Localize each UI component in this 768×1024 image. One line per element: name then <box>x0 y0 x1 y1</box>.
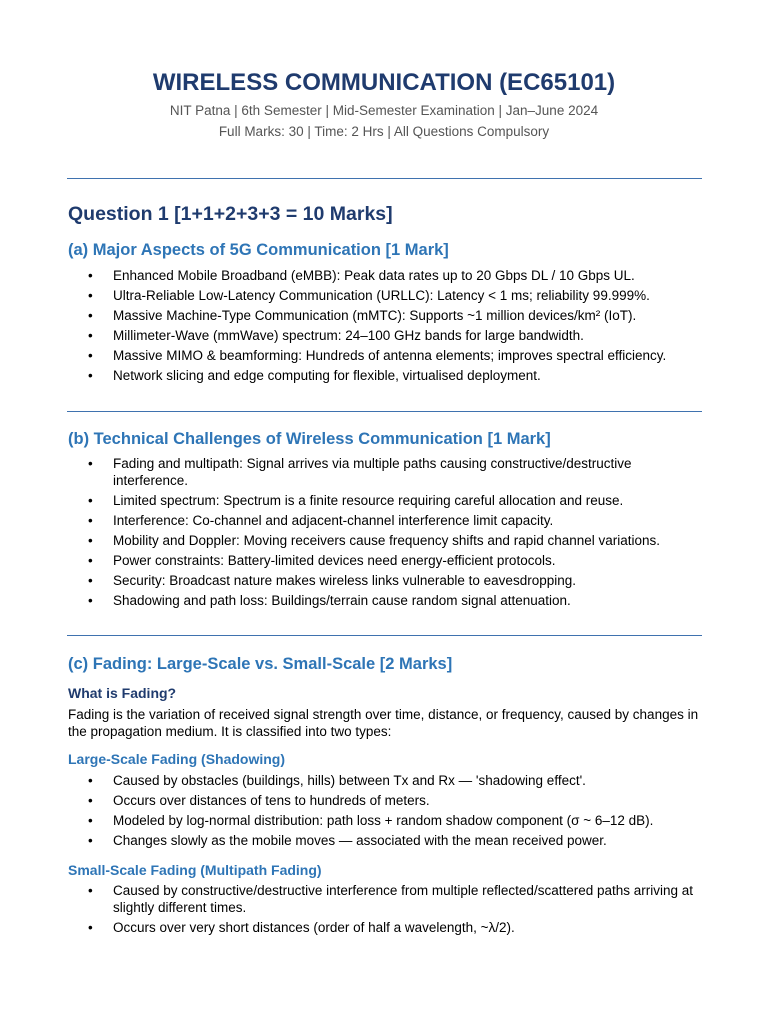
divider-part-b <box>67 635 702 636</box>
list-item-text: Network slicing and edge computing for flexible, virtualised deployment. <box>113 368 541 383</box>
list-item: • Changes slowly as the mobile moves — associated with the mean received power. <box>88 833 607 848</box>
part-b-bullet-list <box>68 456 708 613</box>
small-scale-fading-heading: Small-Scale Fading (Multipath Fading) <box>68 862 322 878</box>
document-subtitle-marks-info: Full Marks: 30 | Time: 2 Hrs | All Questions Compulsory <box>218 124 550 139</box>
list-item-text: Caused by constructive/destructive interference from multiple reflected/scattered paths arriving at slightly different times. <box>113 883 694 915</box>
list-item: • Modeled by log-normal distribution: path loss + random shadow component (σ ~ 6–12 dB). <box>88 813 654 828</box>
question-1-heading: Question 1 [1+1+2+3+3 = 10 Marks] <box>68 203 393 225</box>
list-item: • Interference: Co-channel and adjacent-channel interference limit capacity. <box>88 512 554 528</box>
list-item-text: Massive Machine-Type Communication (mMTC): Supports ~1 million devices/km² (IoT). <box>113 308 637 323</box>
list-item-text: Security: Broadcast nature makes wireless links vulnerable to eavesdropping. <box>113 572 576 588</box>
list-item: • Caused by obstacles (buildings, hills) between Tx and Rx — 'shadowing effect'. <box>88 773 586 788</box>
list-item-text: Massive MIMO & beamforming: Hundreds of antenna elements; improves spectral efficiency. <box>113 348 667 363</box>
list-item-text: Mobility and Doppler: Moving receivers cause frequency shifts and rapid channel variations. <box>113 532 661 548</box>
list-item: • Shadowing and path loss: Buildings/terrain cause random signal attenuation. <box>88 592 571 608</box>
list-item: • Limited spectrum: Spectrum is a finite resource requiring careful allocation and reuse. <box>88 492 624 508</box>
list-item: • Mobility and Doppler: Moving receivers cause frequency shifts and rapid channel variations. <box>88 532 661 548</box>
document-title: WIRELESS COMMUNICATION (EC65101) <box>152 69 616 96</box>
list-item: • Ultra-Reliable Low-Latency Communication (URLLC): Latency < 1 ms; reliability 99.999%. <box>88 288 650 303</box>
list-item: • Occurs over very short distances (order of half a wavelength, ~λ/2). <box>88 919 515 935</box>
list-item: • Occurs over distances of tens to hundreds of meters. <box>88 793 430 808</box>
list-item: • Power constraints: Battery-limited devices need energy-efficient protocols. <box>88 552 556 568</box>
list-item-text: Millimeter-Wave (mmWave) spectrum: 24–100 GHz bands for large bandwidth. <box>113 328 584 343</box>
list-item-text: Occurs over distances of tens to hundreds of meters. <box>113 793 430 808</box>
part-a-heading: (a) Major Aspects of 5G Communication [1 Mark] <box>68 241 449 259</box>
list-item-text: Limited spectrum: Spectrum is a finite resource requiring careful allocation and reuse. <box>113 492 624 508</box>
list-item-text: Interference: Co-channel and adjacent-channel interference limit capacity. <box>113 512 554 528</box>
fading-definition-paragraph: Fading is the variation of received signal strength over time, distance, or frequency, caused by changes in the propagation medium. It is classified into two types: <box>68 707 699 739</box>
list-item-text: Occurs over very short distances (order of half a wavelength, ~λ/2). <box>113 919 515 935</box>
what-is-fading-heading: What is Fading? <box>68 685 177 701</box>
list-item: • Massive MIMO & beamforming: Hundreds of antenna elements; improves spectral efficiency. <box>88 348 667 363</box>
list-item: • Massive Machine-Type Communication (mMTC): Supports ~1 million devices/km² (IoT). <box>88 308 637 323</box>
list-item-text: Shadowing and path loss: Buildings/terrain cause random signal attenuation. <box>113 592 571 608</box>
small-scale-bullet-list <box>68 883 708 940</box>
divider-header <box>67 178 702 179</box>
part-b-heading: (b) Technical Challenges of Wireless Communication [1 Mark] <box>68 430 551 448</box>
list-item-text: Enhanced Mobile Broadband (eMBB): Peak data rates up to 20 Gbps DL / 10 Gbps UL. <box>113 268 635 283</box>
list-item: • Enhanced Mobile Broadband (eMBB): Peak data rates up to 20 Gbps DL / 10 Gbps UL. <box>88 268 635 283</box>
part-a-bullet-list <box>68 268 708 388</box>
list-item-text: Changes slowly as the mobile moves — associated with the mean received power. <box>113 833 607 848</box>
document-subtitle-course-info: NIT Patna | 6th Semester | Mid-Semester Examination | Jan–June 2024 <box>169 103 599 118</box>
list-item-text: Power constraints: Battery-limited devices need energy-efficient protocols. <box>113 552 556 568</box>
divider-part-a <box>67 411 702 412</box>
large-scale-fading-heading: Large-Scale Fading (Shadowing) <box>68 751 286 767</box>
large-scale-bullet-list <box>68 773 708 853</box>
list-item: • Network slicing and edge computing for flexible, virtualised deployment. <box>88 368 541 383</box>
list-item: • Fading and multipath: Signal arrives via multiple paths causing constructive/destructive interference. <box>88 456 632 488</box>
list-item-text: Caused by obstacles (buildings, hills) between Tx and Rx — 'shadowing effect'. <box>113 773 586 788</box>
list-item: • Security: Broadcast nature makes wireless links vulnerable to eavesdropping. <box>88 572 576 588</box>
list-item: • Caused by constructive/destructive interference from multiple reflected/scattered paths arriving at slightly different times. <box>88 883 694 915</box>
list-item-text: Modeled by log-normal distribution: path loss + random shadow component (σ ~ 6–12 dB). <box>113 813 654 828</box>
list-item: • Millimeter-Wave (mmWave) spectrum: 24–100 GHz bands for large bandwidth. <box>88 328 584 343</box>
list-item-text: Ultra-Reliable Low-Latency Communication (URLLC): Latency < 1 ms; reliability 99.999%. <box>113 288 650 303</box>
list-item-text: Fading and multipath: Signal arrives via multiple paths causing constructive/destructive interference. <box>113 456 632 488</box>
part-c-heading: (c) Fading: Large-Scale vs. Small-Scale [2 Marks] <box>68 655 453 673</box>
